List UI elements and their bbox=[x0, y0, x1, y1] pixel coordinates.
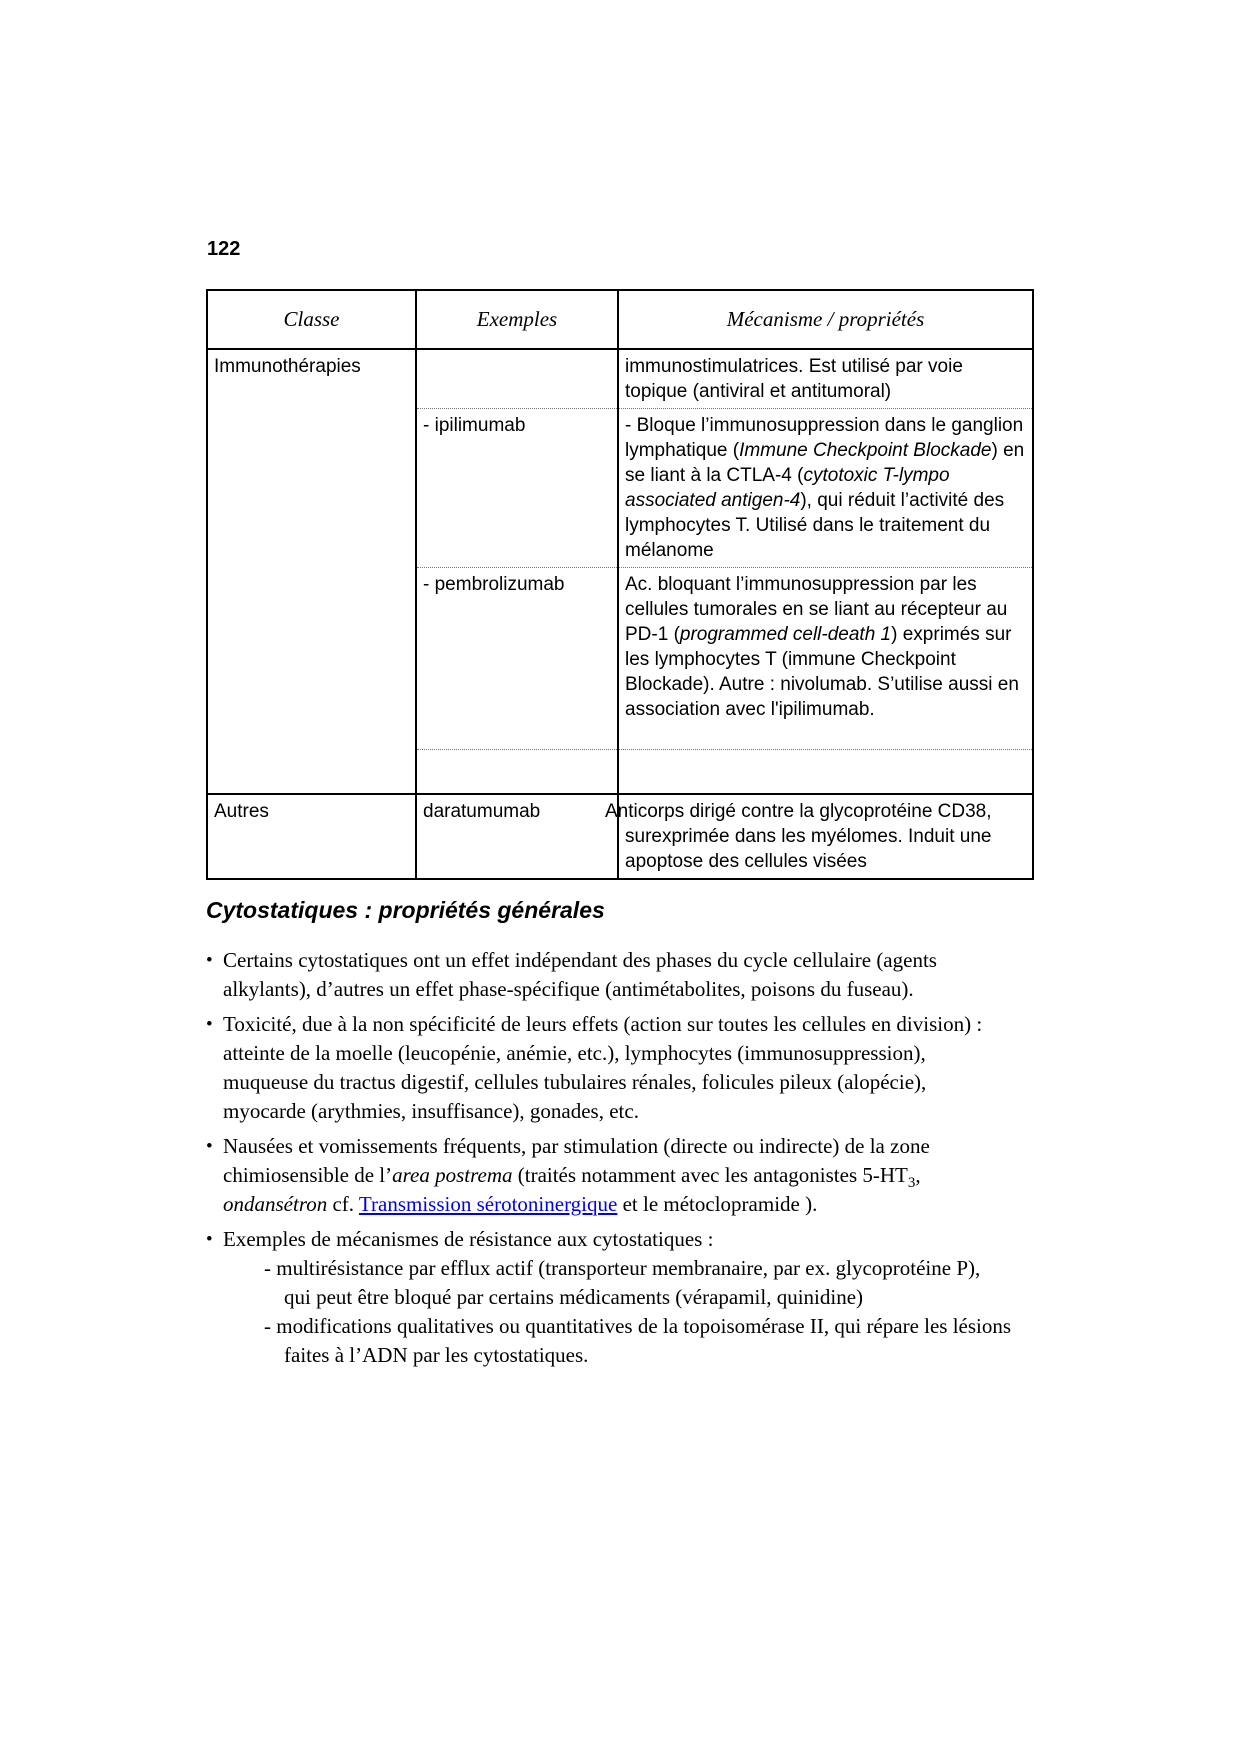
mecanisme-text: ) en se liant à la CTLA-4 ( bbox=[625, 440, 1025, 486]
bullet-text: Exemples de mécanismes de résistance aux cytostatiques : bbox=[223, 1227, 714, 1251]
column-header-mecanisme: Mécanisme / propriétés bbox=[618, 290, 1033, 349]
column-header-classe: Classe bbox=[207, 290, 416, 349]
table-row-autres bbox=[207, 794, 1033, 879]
cell-classe-immunotherapies: Immunothérapies bbox=[214, 356, 361, 377]
bullet-text: (traités notamment avec les antagonistes 5-HT bbox=[512, 1163, 908, 1187]
cell-exemple-pembrolizumab: - pembrolizumab bbox=[416, 568, 618, 750]
drug-table bbox=[206, 289, 1034, 880]
table-header-row bbox=[207, 290, 1033, 349]
bullet-marker: • bbox=[206, 1229, 213, 1250]
cell-exemple-daratumumab: daratumumab bbox=[416, 794, 618, 879]
cell-empty bbox=[416, 750, 618, 794]
transmission-serotoninergique-link[interactable]: Transmission sérotoninergique bbox=[358, 1192, 618, 1216]
bullet-text: cf. bbox=[327, 1192, 359, 1216]
bullet-marker: • bbox=[206, 1136, 213, 1157]
bullet-item-2 bbox=[206, 1010, 1012, 1126]
cell-mecanisme-ipilimumab bbox=[618, 409, 1033, 568]
bullet-item-4 bbox=[206, 1225, 1012, 1370]
bullet-item-1 bbox=[206, 946, 1012, 1004]
mecanisme-italic: Immune Checkpoint Blockade bbox=[739, 440, 992, 461]
cell-classe-autres: Autres bbox=[207, 794, 416, 879]
section-title: Cytostatiques : propriétés générales bbox=[206, 897, 605, 923]
subscript-3: 3 bbox=[907, 1175, 916, 1192]
bullet-text: Toxicité, due à la non spécificité de leurs effets (action sur toutes les cellules en division) : atteinte de la moelle (leucopénie, anémie, etc.), lymphocytes (immunosuppression), muqueuse du tractus digestif, cellules tubulaires rénales, folicules pileux (alopécie), myocarde (arythmies, insuffisance), gonades, etc. bbox=[223, 1012, 983, 1123]
bullet-list bbox=[206, 946, 1012, 1370]
cell-empty bbox=[618, 750, 1033, 794]
sub-item-modifications: - modifications qualitatives ou quantitatives de la topoisomérase II, qui répare les lésions faites à l’ADN par les cytostatiques. bbox=[264, 1314, 1012, 1367]
bullet-italic-area-postrema: area postrema bbox=[392, 1163, 513, 1187]
mecanisme-italic: cytotoxic T-lympo associated antigen-4 bbox=[625, 465, 950, 511]
mecanisme-text: ) exprimés sur les lymphocytes T (immune Checkpoint Blockade). Autre : nivolumab. S’utilise aussi en association avec l'ipilimumab. bbox=[625, 624, 1019, 720]
cell-mecanisme-pembrolizumab bbox=[618, 568, 1033, 750]
mecanisme-text: Ac. bloquant l’immunosuppression par les cellules tumorales en se liant au récepteur au PD-1 ( bbox=[625, 574, 1008, 645]
mecanisme-italic: programmed cell-death 1 bbox=[679, 624, 892, 645]
mecanisme-text: ), qui réduit l’activité des lymphocytes T. Utilisé dans le traitement du mélanome bbox=[625, 490, 1005, 561]
bullet-text: Certains cytostatiques ont un effet indépendant des phases du cycle cellulaire (agents alkylants), d’autres un effet phase-spécifique (antimétabolites, poisons du fuseau). bbox=[223, 948, 937, 1001]
bullet-text: Nausées et vomissements fréquents, par stimulation (directe ou indirecte) de la zone chimiosensible de l’ bbox=[223, 1134, 930, 1187]
page-number: 122 bbox=[207, 238, 241, 260]
bullet-marker: • bbox=[206, 1014, 213, 1035]
cell-exemple-ipilimumab: - ipilimumab bbox=[416, 409, 618, 568]
sub-item-multiresistance: - multirésistance par efflux actif (transporteur membranaire, par ex. glycoprotéine P), qui peut être bloqué par certains médicaments (vérapamil, quinidine) bbox=[264, 1256, 981, 1309]
cell-mecanisme-continuation: immunostimulatrices. Est utilisé par voie topique (antiviral et antitumoral) bbox=[618, 349, 1033, 409]
bullet-text: et le métoclopramide ). bbox=[617, 1192, 818, 1216]
table-row-immunostimulatrices bbox=[207, 349, 1033, 409]
bullet-item-3 bbox=[206, 1132, 1012, 1219]
bullet-marker: • bbox=[206, 950, 213, 971]
column-header-exemples: Exemples bbox=[416, 290, 618, 349]
cell-exemple-empty bbox=[416, 349, 618, 409]
mecanisme-text: - Bloque l’immunosuppression dans le ganglion lymphatique ( bbox=[625, 415, 1024, 461]
cell-mecanisme-daratumumab: Anticorps dirigé contre la glycoprotéine CD38, surexprimée dans les myélomes. Induit une apoptose des cellules visées bbox=[618, 794, 1033, 879]
bullet-text: , bbox=[915, 1163, 921, 1187]
bullet-italic-ondansetron: ondansétron bbox=[223, 1192, 328, 1216]
